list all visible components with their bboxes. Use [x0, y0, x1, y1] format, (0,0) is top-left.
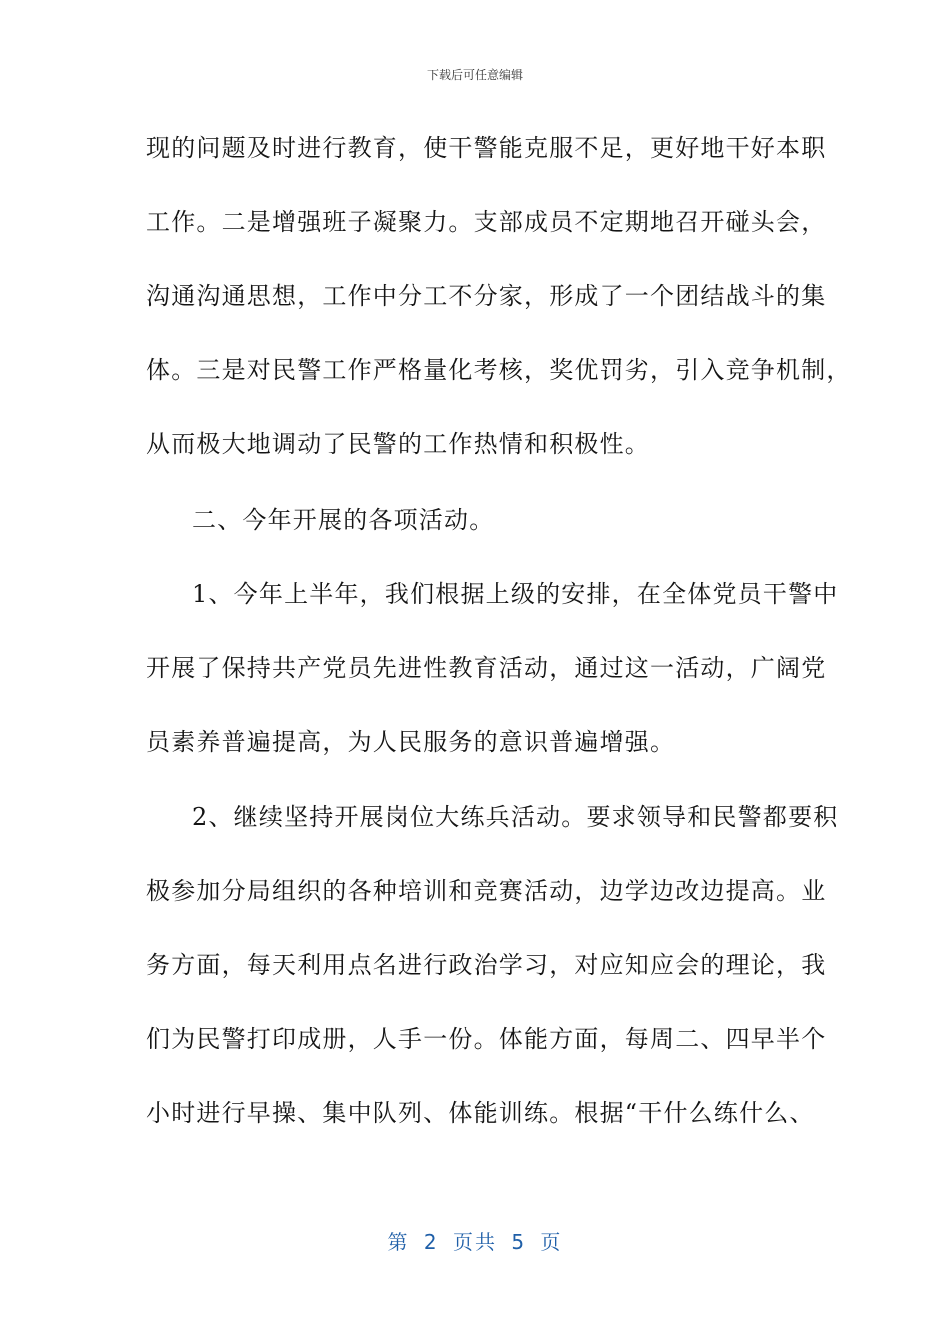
text-line: 工作。二是增强班子凝聚力。支部成员不定期地召开碰头会， — [146, 208, 827, 236]
text-line: 体。三是对民警工作严格量化考核，奖优罚劣，引入竞争机制， — [146, 356, 852, 384]
text-line: 2、继续坚持开展岗位大练兵活动。要求领导和民警都要积 — [192, 803, 839, 831]
page-number: 第 2 页共 5 页 — [387, 1230, 563, 1254]
text-line: 从而极大地调动了民警的工作热情和积极性。 — [146, 430, 650, 458]
text-line: 务方面，每天利用点名进行政治学习，对应知应会的理论，我 — [146, 951, 827, 979]
text-line: 员素养普遍提高，为人民服务的意识普遍增强。 — [146, 728, 676, 756]
text-line: 开展了保持共产党员先进性教育活动，通过这一活动，广阔党 — [146, 654, 827, 682]
section-heading: 二、今年开展的各项活动。 — [192, 506, 495, 534]
text-line: 沟通沟通思想，工作中分工不分家，形成了一个团结战斗的集 — [146, 282, 827, 310]
text-line: 现的问题及时进行教育，使干警能克服不足，更好地干好本职 — [146, 134, 827, 162]
text-line: 小时进行早操、集中队列、体能训练。根据“干什么练什么、 — [146, 1099, 815, 1127]
text-line: 极参加分局组织的各种培训和竞赛活动，边学边改边提高。业 — [146, 877, 827, 905]
text-line: 们为民警打印成册，人手一份。体能方面，每周二、四早半个 — [146, 1025, 827, 1053]
text-line: 1、今年上半年，我们根据上级的安排，在全体党员干警中 — [192, 580, 839, 608]
header-note: 下载后可任意编辑 — [426, 68, 523, 82]
